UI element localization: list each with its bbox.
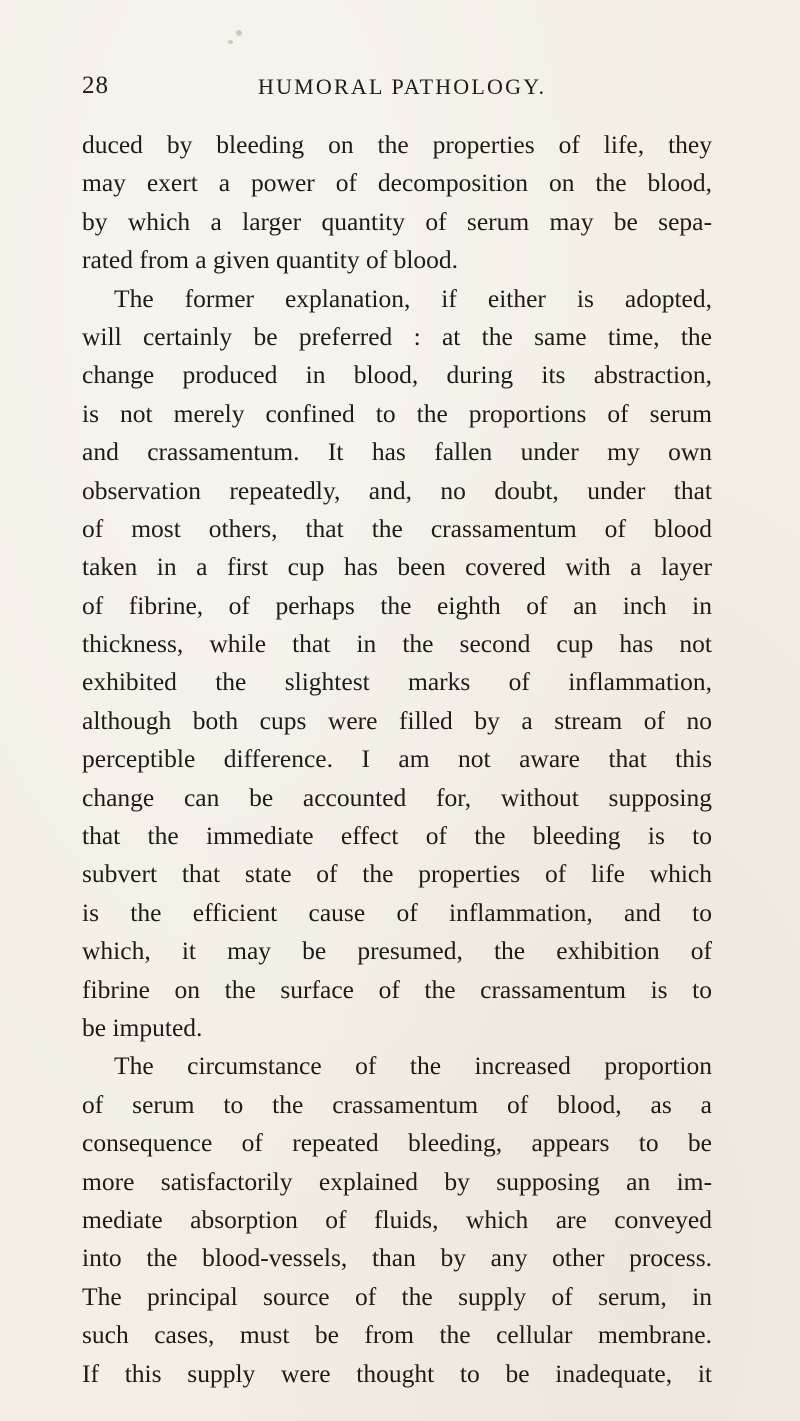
text-line: change produced in blood, during its abstraction, [82, 360, 712, 390]
running-head: HUMORAL PATHOLOGY. [258, 74, 547, 99]
text-line: will certainly be preferred : at the same time, the [82, 321, 712, 351]
text-line: although both cups were filled by a stream of no [82, 705, 712, 735]
text-line: If this supply were thought to be inadequate, it [82, 1358, 712, 1388]
text-line: duced by bleeding on the properties of life, they [82, 130, 712, 159]
text-line: of fibrine, of perhaps the eighth of an inch in [82, 590, 712, 620]
text-line: The former explanation, if either is adopted, [114, 283, 712, 313]
text-line: which, it may be presumed, the exhibition of [82, 936, 712, 966]
text-line: more satisfactorily explained by supposing an im- [82, 1166, 712, 1196]
body-text [82, 126, 712, 1393]
page-number: 28 [82, 72, 109, 99]
text-line: The principal source of the supply of serum, in [82, 1281, 712, 1311]
text-line: fibrine on the surface of the crassamentum is to [82, 974, 712, 1004]
page-header [82, 72, 722, 106]
text-line: taken in a first cup has been covered with a layer [82, 552, 712, 582]
text-line: of most others, that the crassamentum of blood [82, 513, 712, 543]
text-line: mediate absorption of fluids, which are conveyed [82, 1204, 712, 1234]
text-line: may exert a power of decomposition on the blood, [82, 168, 712, 198]
text-line: exhibited the slightest marks of inflammation, [82, 667, 712, 697]
text-line: is the efficient cause of inflammation, and to [82, 897, 712, 927]
text-line: is not merely confined to the proportions of serum [82, 398, 712, 428]
text-line: rated from a given quantity of blood. [82, 245, 459, 275]
text-line: into the blood-vessels, than by any other process. [82, 1243, 712, 1273]
paper-speck [228, 40, 233, 44]
text-line: subvert that state of the properties of life which [82, 859, 712, 889]
text-line: thickness, while that in the second cup has not [82, 629, 712, 659]
text-line: The circumstance of the increased proportion [114, 1051, 712, 1081]
paper-speck [236, 30, 242, 36]
text-line: that the immediate effect of the bleeding is to [82, 821, 712, 851]
text-line: change can be accounted for, without supposing [82, 782, 712, 812]
text-line: by which a larger quantity of serum may be sepa- [82, 206, 712, 236]
text-line: such cases, must be from the cellular membrane. [82, 1320, 712, 1350]
text-line: perceptible difference. I am not aware that this [82, 744, 712, 774]
text-line: of serum to the crassamentum of blood, as a [82, 1089, 712, 1119]
text-line: be imputed. [82, 1012, 203, 1042]
text-line: consequence of repeated bleeding, appears to be [82, 1128, 712, 1158]
text-line: observation repeatedly, and, no doubt, under that [82, 475, 712, 505]
text-line: and crassamentum. It has fallen under my own [82, 437, 712, 467]
